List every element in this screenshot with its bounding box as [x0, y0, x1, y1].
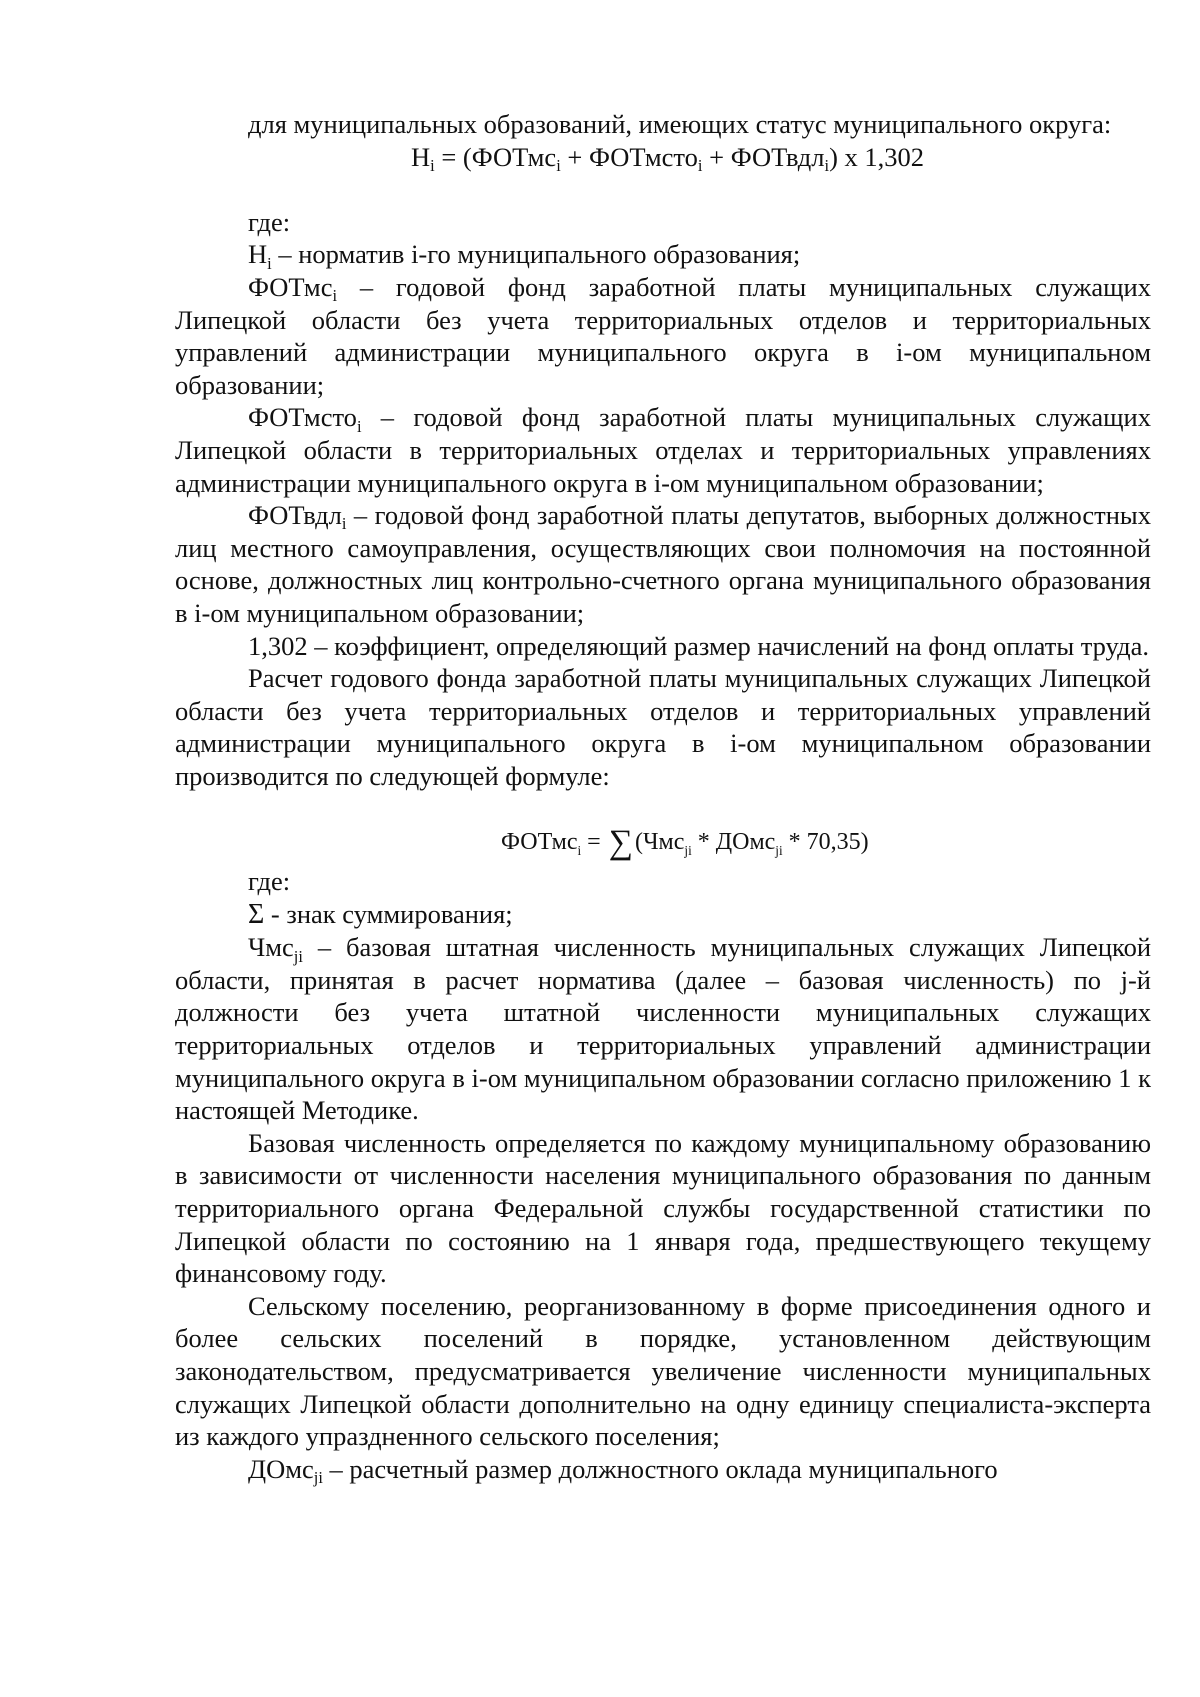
sigma-icon: Σ	[248, 898, 265, 930]
definition-chms: Чмс$_{ji}$ – базовая штатная численность муниципальных служащих Липецкой области, принятая в расчет норматива (далее – базовая численность) по j-й должности без учета штатной численности муниципальных служащих территориальных отделов и территориальных управлений администрации муниципального округа в i-ом муниципальном образовании согласно приложению 1 к настоящей Методике.	[175, 932, 1151, 1126]
formula-fotms: ФОТмс$_i$ = ∑(Чмс$_{ji}$ * ДОмс$_{ji}$ * 70,35)	[501, 824, 869, 862]
calculation-paragraph: Расчет годового фонда заработной платы муниципальных служащих Липецкой области без учета территориальных отделов и территориальных управлений администрации муниципального округа в i-ом муниципальном образовании производится по следующей формуле:	[175, 663, 1151, 791]
formula-norm: $Н_i$ = (ФОТмс$_i$ + ФОТмсто$_i$ + ФОТвдл$_i$) х 1,302	[411, 141, 925, 175]
definition-sigma: Σ - знак суммирования;	[248, 898, 513, 930]
definition-fotmsto: ФОТмсто$_i$ – годовой фонд заработной платы муниципальных служащих Липецкой области в территориальных отделах и территориальных управлениях администрации муниципального округа в i-ом муниципальном образовании;	[175, 402, 1151, 498]
definition-fotms: ФОТмс$_i$ – годовой фонд заработной платы муниципальных служащих Липецкой области без учета территориальных отделов и территориальных управлений администрации муниципального округа в i-ом муниципальном образовании;	[175, 271, 1151, 400]
spacer	[175, 173, 1151, 206]
definition-norm: $Н_i$ – норматив i-го муниципального образования;	[248, 239, 801, 273]
where-label-2: где:	[248, 866, 291, 897]
definition-fotvdl: ФОТвдл$_i$ – годовой фонд заработной платы депутатов, выборных должностных лиц местного самоуправления, осуществляющих свои полномочия на постоянной основе, должностных лиц контрольно-счетного органа муниципального образования в i-ом муниципальном образовании;	[175, 500, 1151, 628]
where-label: где:	[248, 206, 291, 237]
sum-icon: ∑	[608, 824, 633, 862]
definition-doms: ДОмс$_{ji}$ – расчетный размер должностного оклада муниципального	[248, 1453, 998, 1487]
intro-paragraph: для муниципальных образований, имеющих статус муниципального округа:	[248, 109, 1112, 139]
document-page	[175, 108, 1151, 1485]
rural-settlement-paragraph: Сельскому поселению, реорганизованному в форме присоединения одного и более сельских поселений в порядке, установленном действующим законодательством, предусматривается увеличение численности муниципальных служащих Липецкой области дополнительно на одну единицу специалиста-эксперта из каждого упраздненного сельского поселения;	[175, 1290, 1151, 1452]
base-number-paragraph: Базовая численность определяется по каждому муниципальному образованию в зависимости от численности населения муниципального образования по данным территориального органа Федеральной службы государственной статистики по Липецкой области по состоянию на 1 января года, предшествующего текущему финансовому году.	[175, 1127, 1151, 1289]
definition-coefficient: 1,302 – коэффициент, определяющий размер начислений на фонд оплаты труда.	[248, 630, 1149, 661]
